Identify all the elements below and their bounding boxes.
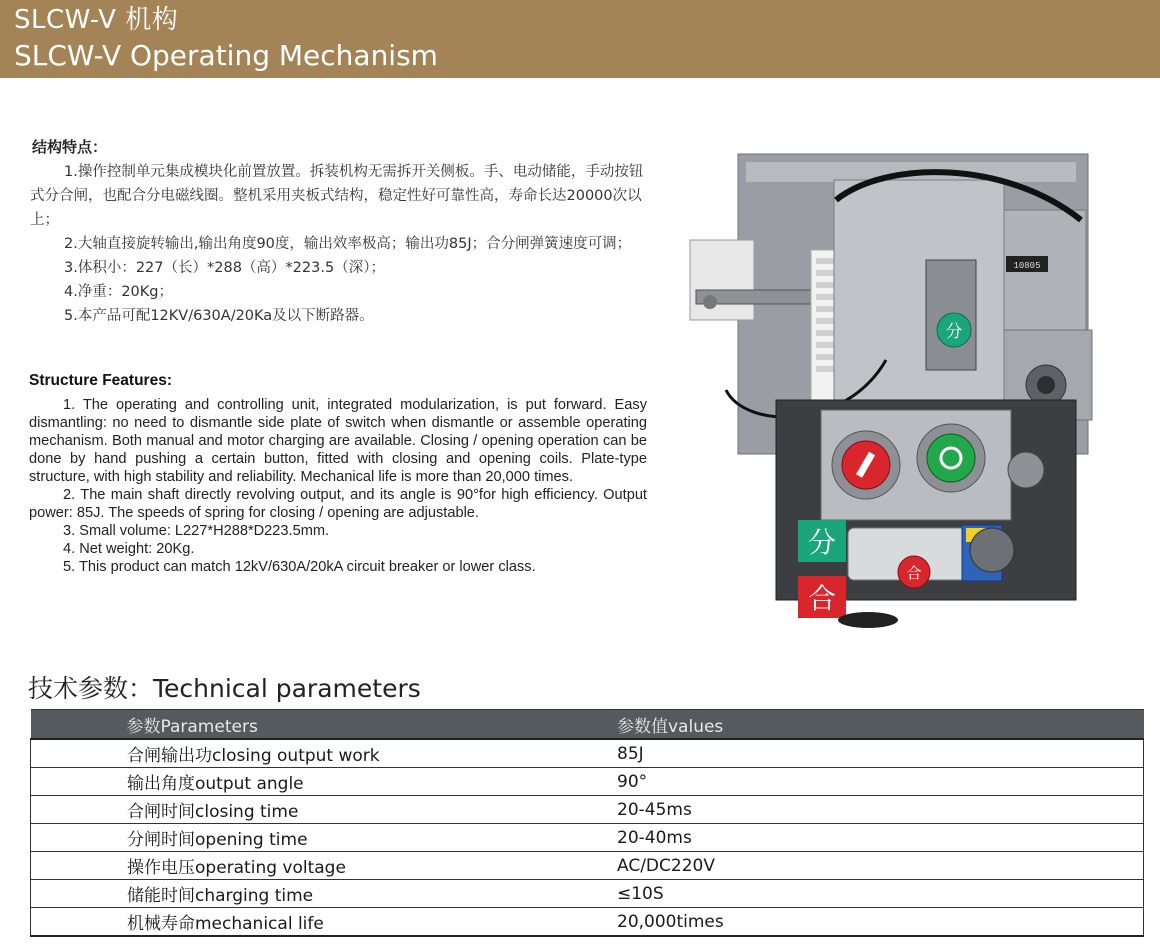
structure-cn-item: 4.净重：20Kg； bbox=[64, 284, 173, 300]
structure-en-list bbox=[29, 396, 647, 576]
open-indicator-text: 分 bbox=[807, 526, 837, 559]
closing-button[interactable] bbox=[927, 434, 975, 482]
value-cell: 90° bbox=[617, 768, 1144, 796]
param-cell: 合闸输出功closing output work bbox=[31, 739, 618, 768]
table-row bbox=[31, 768, 1144, 796]
value-cell: 85J bbox=[617, 739, 1144, 768]
param-cell: 分闸时间opening time bbox=[31, 824, 618, 852]
param-cell: 操作电压operating voltage bbox=[31, 852, 618, 880]
structure-cn-item: 2.大轴直接旋转输出,输出角度90度，输出效率极高；输出功85J；合分闸弹簧速度可调； bbox=[64, 236, 632, 252]
value-cell: AC/DC220V bbox=[617, 852, 1144, 880]
param-cell: 储能时间charging time bbox=[31, 880, 618, 908]
param-cell: 机械寿命mechanical life bbox=[31, 908, 618, 937]
table-row bbox=[31, 880, 1144, 908]
table-header-row bbox=[31, 710, 1144, 740]
structure-en-item: 3. Small volume: L227*H288*D223.5mm. bbox=[63, 523, 330, 539]
structure-cn-item: 3.体积小：227（长）*288（高）*223.5（深）； bbox=[64, 260, 385, 276]
param-cell: 合闸时间closing time bbox=[31, 796, 618, 824]
title-en: SLCW-V Operating Mechanism bbox=[14, 39, 438, 72]
structure-en-item: 2. The main shaft directly revolving output, and its angle is 90°for high efficiency. Output power: 85J. The speeds of spring for closing / opening are adjustable. bbox=[29, 487, 647, 521]
close-label-text: 合 bbox=[906, 564, 922, 582]
value-cell: 20,000times bbox=[617, 908, 1144, 937]
col-value-header: 参数值values bbox=[617, 710, 1144, 740]
counter-value: 10805 bbox=[1013, 261, 1041, 271]
value-cell: ≤10S bbox=[617, 880, 1144, 908]
structure-en-item: 4. Net weight: 20Kg. bbox=[63, 541, 195, 557]
table-row bbox=[31, 739, 1144, 768]
structure-en-heading: Structure Features: bbox=[29, 372, 172, 389]
tech-params-table bbox=[30, 709, 1144, 937]
structure-cn-list bbox=[30, 160, 650, 328]
title-cn: SLCW-V 机构 bbox=[14, 5, 179, 35]
structure-en-item: 1. The operating and controlling unit, integrated modularization, is put forward. Easy dismantling: no need to dismantle side plate of switch when dismantle or assemble operating mechanism. Both manual and motor charging are available. Closing / opening operation can be done by hand pushing a certain button, fitted with closing and opening coils. Plate-type structure, with high stability and reliability. Mechanical life is more than 20,000 times. bbox=[29, 397, 647, 485]
structure-en-item: 5. This product can match 12kV/630A/20kA circuit breaker or lower class. bbox=[63, 559, 536, 575]
structure-cn-item: 1.操作控制单元集成模块化前置放置。拆装机构无需拆开关侧板。手、电动储能，手动按钮式分合闸，也配合分电磁线圈。整机采用夹板式结构，稳定性好可靠性高，寿命长达20000次以上； bbox=[30, 164, 644, 228]
motor-gear-icon bbox=[970, 528, 1014, 572]
mechanism-photo bbox=[686, 140, 1096, 630]
col-param-header: 参数Parameters bbox=[31, 710, 618, 740]
table-row bbox=[31, 824, 1144, 852]
title-banner bbox=[0, 0, 1160, 78]
value-cell: 20-40ms bbox=[617, 824, 1144, 852]
terminal-block-left bbox=[690, 240, 754, 320]
table-row bbox=[31, 852, 1144, 880]
structure-cn-item: 5.本产品可配12KV/630A/20Ka及以下断路器。 bbox=[64, 308, 374, 324]
charging-shaft-icon bbox=[1008, 452, 1044, 488]
param-cell: 输出角度output angle bbox=[31, 768, 618, 796]
tech-params-title: 技术参数：Technical parameters bbox=[28, 674, 421, 703]
value-cell: 20-45ms bbox=[617, 796, 1144, 824]
table-row bbox=[31, 908, 1144, 937]
structure-cn-heading: 结构特点： bbox=[32, 138, 108, 156]
table-row bbox=[31, 796, 1144, 824]
open-label-text: 分 bbox=[945, 322, 963, 342]
close-indicator-text: 合 bbox=[807, 582, 837, 615]
